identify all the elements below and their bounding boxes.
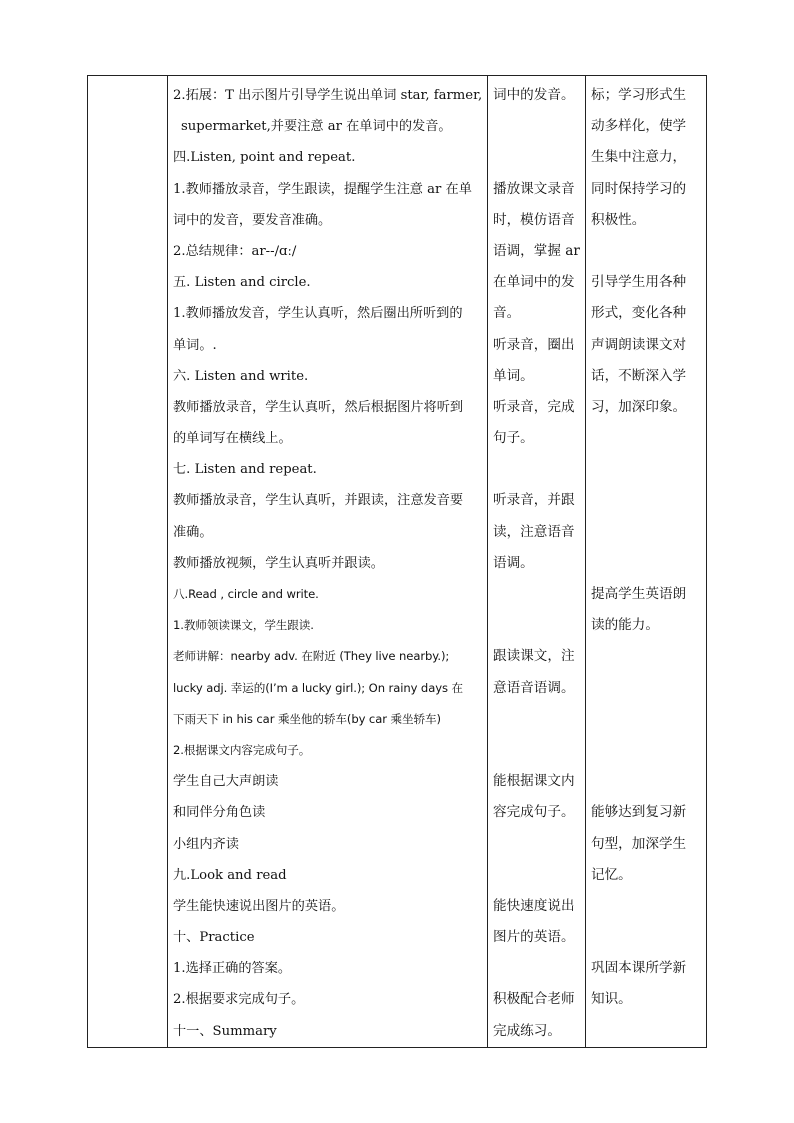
col4-line: 同时保持学习的 [591, 180, 687, 197]
col2-line: 七. Listen and repeat. [173, 462, 317, 478]
col4-line: 引导学生用各种 [591, 274, 687, 291]
col4-line: 读的能力。 [591, 617, 659, 634]
col2-line: supermarket,并要注意 ar 在单词中的发音。 [181, 119, 452, 135]
col4-line: 积极性。 [591, 211, 646, 228]
col3-line: 语调，掌握 ar [493, 242, 580, 259]
col2-line: 1.教师播放发音，学生认真听，然后圈出所听到的 [173, 306, 463, 322]
col2-line: 教师播放视频，学生认真听并跟读。 [173, 555, 384, 571]
col3-line: 容完成句子。 [493, 804, 575, 821]
col2-line: 准确。 [173, 524, 213, 540]
col3-line [493, 142, 581, 173]
col2-line: 和同伴分角色读 [173, 805, 266, 821]
col2-line: 学生自己大声朗读 [173, 774, 279, 790]
col4-line [591, 548, 702, 579]
col3-line [493, 454, 581, 485]
col2-line: 的单词写在横线上。 [173, 431, 292, 447]
col4-line: 声调朗读课文对 [591, 336, 687, 353]
col3-line [493, 735, 581, 766]
teaching-process-cell [168, 76, 488, 1048]
col4-line: 习，加深印象。 [591, 398, 687, 415]
col3-line: 语调。 [493, 554, 534, 571]
col4-line: 巩固本课所学新 [591, 960, 687, 977]
col4-line [591, 485, 702, 516]
col2-line: 五. Listen and circle. [173, 275, 311, 291]
col4-line [591, 922, 702, 953]
col4-line: 能够达到复习新 [591, 804, 687, 821]
col4-line [591, 454, 702, 485]
col3-line [493, 579, 581, 610]
col4-line: 提高学生英语朗 [591, 586, 687, 602]
col4-line: 记忆。 [591, 866, 632, 883]
col4-line: 生集中注意力， [591, 149, 687, 166]
col4-line: 标；学习形式生 [591, 87, 687, 103]
col3-line: 音。 [493, 305, 521, 322]
col3-line [493, 829, 581, 860]
col2-line: 十、Practice [173, 930, 255, 946]
col3-line: 能快速度说出 [493, 897, 575, 914]
col4-line: 句型，加深学生 [591, 835, 687, 852]
col3-line: 听录音，完成 [493, 398, 575, 415]
col2-line: 词中的发音，要发音准确。 [173, 212, 332, 228]
col2-line: 2.根据课文内容完成句子。 [173, 742, 311, 757]
col2-line: 八.Read , circle and write. [173, 587, 319, 601]
col2-line: 教师播放录音，学生认真听，然后根据图片将听到 [173, 399, 464, 415]
col3-line: 意语音语调。 [493, 679, 575, 696]
col3-line: 完成练习。 [493, 1022, 561, 1039]
student-activity-cell [488, 76, 586, 1048]
col2-line: 小组内齐读 [173, 836, 239, 852]
col3-line [493, 953, 581, 984]
col3-line: 词中的发音。 [493, 87, 575, 103]
col3-line: 读，注意语音 [493, 523, 575, 540]
col3-line: 能根据课文内 [493, 773, 575, 790]
col3-line: 在单词中的发 [493, 274, 575, 291]
teaching-process-text [168, 76, 487, 1047]
col2-line: 1.选择正确的答案。 [173, 961, 292, 977]
col3-line: 图片的英语。 [493, 929, 575, 946]
col3-line: 听录音，并跟 [493, 492, 575, 509]
stage-column-cell [88, 76, 168, 1048]
col2-line: 1.教师领读课文，学生跟读. [173, 618, 314, 633]
table-row [88, 76, 707, 1048]
col4-line [591, 673, 702, 704]
col2-line: 学生能快速说出图片的英语。 [173, 898, 345, 914]
col3-line: 单词。 [493, 367, 534, 384]
student-activity-text [488, 76, 585, 1047]
col4-line [591, 766, 702, 797]
col4-line [591, 517, 702, 548]
design-intent-cell [586, 76, 707, 1048]
col3-line [493, 860, 581, 891]
col4-line [591, 236, 702, 267]
col4-line: 动多样化，使学 [591, 118, 687, 135]
lesson-plan-table [87, 75, 707, 1048]
col2-line: 2.根据要求完成句子。 [173, 992, 305, 1008]
col3-line: 时，模仿语音 [493, 211, 575, 228]
col4-line: 形式，变化各种 [591, 305, 687, 322]
col2-line: lucky adj. 幸运的(I’m a lucky girl.); On rainy days 在 [173, 680, 463, 695]
col3-line: 播放课文录音 [493, 180, 575, 197]
col2-line: 下雨天下 in his car 乘坐他的轿车(by car 乘坐轿车) [173, 711, 441, 726]
col4-line: 话，不断深入学 [591, 367, 687, 384]
col2-line: 教师播放录音，学生认真听，并跟读，注意发音要 [173, 493, 464, 509]
col4-line [591, 735, 702, 766]
col4-line [591, 423, 702, 454]
col2-line: 六. Listen and write. [173, 368, 309, 384]
col3-line: 听录音，圈出 [493, 336, 575, 353]
col2-line: 单词。. [173, 337, 217, 353]
col3-line [493, 111, 581, 142]
col4-line [591, 891, 702, 922]
col2-line: 九.Look and read [173, 867, 287, 883]
col3-line [493, 610, 581, 641]
design-intent-text [586, 76, 706, 1016]
col3-line [493, 704, 581, 735]
col2-line: 2.拓展：T 出示图片引导学生说出单词 star, farmer, [173, 88, 483, 103]
col2-line: 老师讲解：nearby adv. 在附近 (They live nearby.); [173, 649, 450, 664]
col4-line [591, 641, 702, 672]
col3-line: 跟读课文，注 [493, 648, 575, 665]
col2-line: 2.总结规律：ar--/ɑː/ [173, 243, 297, 259]
col2-line: 十一、Summary [173, 1023, 277, 1039]
col3-line: 积极配合老师 [493, 991, 575, 1008]
col3-line: 句子。 [493, 430, 534, 447]
col2-line: 1.教师播放录音，学生跟读，提醒学生注意 ar 在单 [173, 181, 472, 197]
col4-line [591, 704, 702, 735]
col4-line: 知识。 [591, 991, 632, 1008]
col2-line: 四.Listen, point and repeat. [173, 150, 356, 166]
